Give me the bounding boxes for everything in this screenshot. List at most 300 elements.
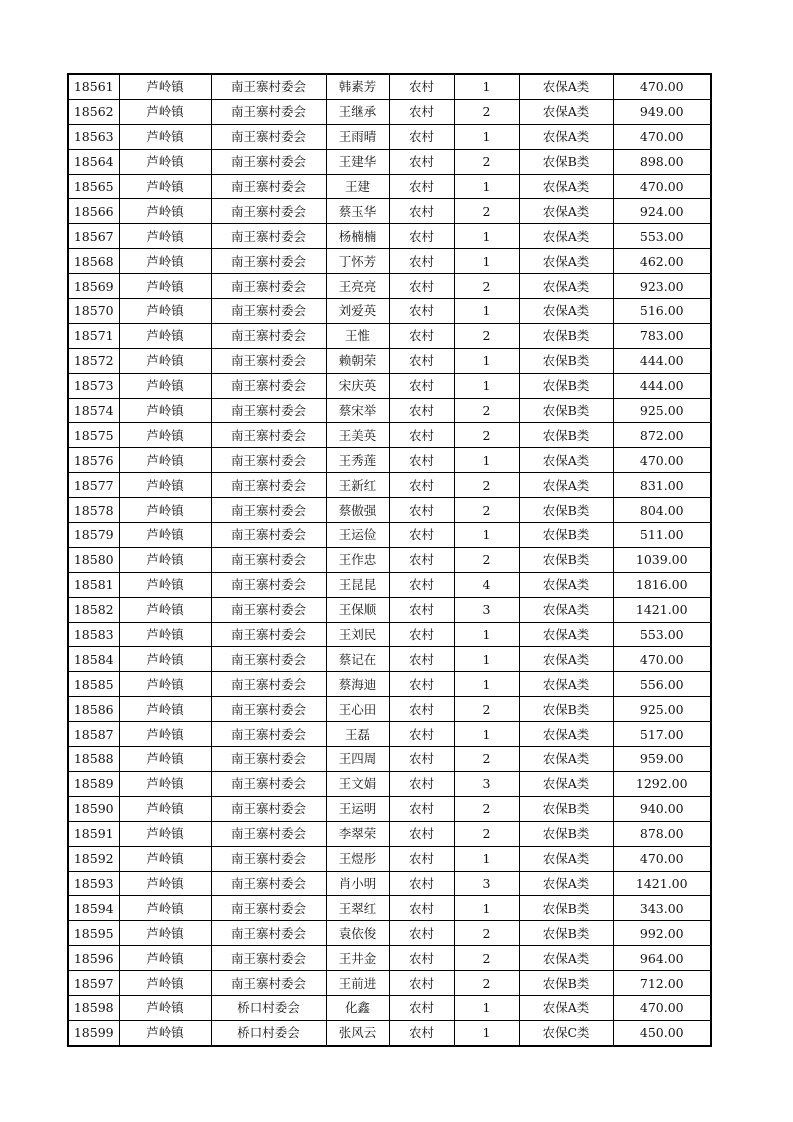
table-row — [68, 896, 711, 921]
cell-amount: 470.00 — [613, 846, 711, 871]
cell-name: 王运明 — [326, 796, 389, 821]
cell-area: 农村 — [389, 74, 454, 99]
cell-village: 南王寨村委会 — [211, 747, 326, 772]
cell-name: 化鑫 — [326, 995, 389, 1020]
cell-area: 农村 — [389, 348, 454, 373]
cell-id: 18578 — [68, 498, 119, 523]
cell-count: 2 — [454, 149, 519, 174]
table-row — [68, 199, 711, 224]
cell-town: 芦岭镇 — [119, 323, 211, 348]
table-row — [68, 821, 711, 846]
cell-id: 18599 — [68, 1020, 119, 1045]
cell-amount: 556.00 — [613, 672, 711, 697]
cell-count: 2 — [454, 473, 519, 498]
cell-count: 1 — [454, 348, 519, 373]
cell-category: 农保B类 — [519, 149, 613, 174]
cell-town: 芦岭镇 — [119, 498, 211, 523]
cell-area: 农村 — [389, 821, 454, 846]
cell-town: 芦岭镇 — [119, 373, 211, 398]
cell-category: 农保B类 — [519, 821, 613, 846]
cell-id: 18565 — [68, 174, 119, 199]
table-row — [68, 174, 711, 199]
table-row — [68, 99, 711, 124]
cell-id: 18571 — [68, 323, 119, 348]
cell-category: 农保A类 — [519, 647, 613, 672]
cell-amount: 470.00 — [613, 174, 711, 199]
table-row — [68, 697, 711, 722]
cell-count: 1 — [454, 299, 519, 324]
cell-name: 杨楠楠 — [326, 224, 389, 249]
cell-name: 王煜彤 — [326, 846, 389, 871]
cell-count: 2 — [454, 498, 519, 523]
cell-village: 南王寨村委会 — [211, 249, 326, 274]
cell-count: 1 — [454, 174, 519, 199]
cell-area: 农村 — [389, 299, 454, 324]
cell-name: 王心田 — [326, 697, 389, 722]
cell-amount: 925.00 — [613, 697, 711, 722]
cell-id: 18574 — [68, 398, 119, 423]
cell-amount: 511.00 — [613, 523, 711, 548]
cell-amount: 462.00 — [613, 249, 711, 274]
cell-area: 农村 — [389, 523, 454, 548]
cell-town: 芦岭镇 — [119, 622, 211, 647]
cell-category: 农保B类 — [519, 423, 613, 448]
cell-name: 王秀莲 — [326, 448, 389, 473]
cell-category: 农保A类 — [519, 473, 613, 498]
cell-area: 农村 — [389, 572, 454, 597]
cell-count: 2 — [454, 398, 519, 423]
cell-village: 南王寨村委会 — [211, 398, 326, 423]
cell-amount: 1292.00 — [613, 771, 711, 796]
cell-area: 农村 — [389, 1020, 454, 1045]
cell-area: 农村 — [389, 274, 454, 299]
cell-area: 农村 — [389, 448, 454, 473]
table-row — [68, 523, 711, 548]
cell-category: 农保A类 — [519, 672, 613, 697]
cell-id: 18573 — [68, 373, 119, 398]
cell-amount: 517.00 — [613, 722, 711, 747]
cell-category: 农保B类 — [519, 323, 613, 348]
cell-name: 蔡傲强 — [326, 498, 389, 523]
cell-id: 18577 — [68, 473, 119, 498]
cell-category: 农保A类 — [519, 448, 613, 473]
cell-name: 蔡宋举 — [326, 398, 389, 423]
cell-town: 芦岭镇 — [119, 99, 211, 124]
cell-count: 1 — [454, 647, 519, 672]
cell-count: 3 — [454, 771, 519, 796]
cell-id: 18589 — [68, 771, 119, 796]
cell-area: 农村 — [389, 547, 454, 572]
cell-amount: 992.00 — [613, 921, 711, 946]
cell-count: 2 — [454, 274, 519, 299]
cell-id: 18564 — [68, 149, 119, 174]
cell-area: 农村 — [389, 672, 454, 697]
cell-town: 芦岭镇 — [119, 672, 211, 697]
cell-village: 南王寨村委会 — [211, 647, 326, 672]
cell-category: 农保B类 — [519, 921, 613, 946]
cell-village: 南王寨村委会 — [211, 348, 326, 373]
cell-amount: 470.00 — [613, 448, 711, 473]
cell-category: 农保A类 — [519, 572, 613, 597]
cell-village: 南王寨村委会 — [211, 274, 326, 299]
cell-name: 王磊 — [326, 722, 389, 747]
cell-name: 王刘民 — [326, 622, 389, 647]
cell-category: 农保B类 — [519, 796, 613, 821]
cell-area: 农村 — [389, 722, 454, 747]
cell-name: 王惟 — [326, 323, 389, 348]
cell-count: 2 — [454, 697, 519, 722]
cell-area: 农村 — [389, 771, 454, 796]
table-row — [68, 846, 711, 871]
cell-category: 农保A类 — [519, 771, 613, 796]
table-row — [68, 348, 711, 373]
cell-area: 农村 — [389, 971, 454, 996]
cell-village: 南王寨村委会 — [211, 149, 326, 174]
cell-village: 南王寨村委会 — [211, 473, 326, 498]
cell-name: 王建 — [326, 174, 389, 199]
cell-area: 农村 — [389, 174, 454, 199]
table-row — [68, 124, 711, 149]
cell-town: 芦岭镇 — [119, 771, 211, 796]
cell-area: 农村 — [389, 99, 454, 124]
cell-count: 1 — [454, 124, 519, 149]
cell-count: 2 — [454, 821, 519, 846]
cell-name: 韩素芳 — [326, 74, 389, 99]
cell-village: 南王寨村委会 — [211, 124, 326, 149]
cell-area: 农村 — [389, 747, 454, 772]
cell-area: 农村 — [389, 323, 454, 348]
cell-name: 王翠红 — [326, 896, 389, 921]
cell-area: 农村 — [389, 199, 454, 224]
cell-count: 3 — [454, 871, 519, 896]
cell-village: 南王寨村委会 — [211, 672, 326, 697]
cell-name: 王雨晴 — [326, 124, 389, 149]
cell-id: 18586 — [68, 697, 119, 722]
cell-count: 1 — [454, 523, 519, 548]
cell-id: 18594 — [68, 896, 119, 921]
cell-id: 18569 — [68, 274, 119, 299]
cell-village: 南王寨村委会 — [211, 199, 326, 224]
cell-amount: 959.00 — [613, 747, 711, 772]
cell-name: 丁怀芳 — [326, 249, 389, 274]
data-table — [67, 73, 712, 1047]
cell-amount: 470.00 — [613, 124, 711, 149]
cell-village: 南王寨村委会 — [211, 498, 326, 523]
cell-category: 农保A类 — [519, 199, 613, 224]
cell-amount: 878.00 — [613, 821, 711, 846]
cell-category: 农保B类 — [519, 348, 613, 373]
cell-category: 农保A类 — [519, 747, 613, 772]
cell-area: 农村 — [389, 622, 454, 647]
cell-village: 南王寨村委会 — [211, 896, 326, 921]
table-row — [68, 323, 711, 348]
cell-village: 南王寨村委会 — [211, 821, 326, 846]
cell-amount: 470.00 — [613, 647, 711, 672]
cell-count: 1 — [454, 448, 519, 473]
cell-amount: 343.00 — [613, 896, 711, 921]
cell-name: 王亮亮 — [326, 274, 389, 299]
table-row — [68, 871, 711, 896]
cell-town: 芦岭镇 — [119, 299, 211, 324]
table-row — [68, 498, 711, 523]
cell-village: 南王寨村委会 — [211, 921, 326, 946]
cell-area: 农村 — [389, 498, 454, 523]
cell-town: 芦岭镇 — [119, 871, 211, 896]
cell-id: 18567 — [68, 224, 119, 249]
cell-category: 农保B类 — [519, 373, 613, 398]
cell-id: 18598 — [68, 995, 119, 1020]
cell-town: 芦岭镇 — [119, 547, 211, 572]
cell-name: 王继承 — [326, 99, 389, 124]
cell-amount: 553.00 — [613, 622, 711, 647]
cell-name: 王美英 — [326, 423, 389, 448]
cell-amount: 444.00 — [613, 373, 711, 398]
cell-village: 南王寨村委会 — [211, 523, 326, 548]
cell-area: 农村 — [389, 995, 454, 1020]
cell-name: 蔡玉华 — [326, 199, 389, 224]
cell-town: 芦岭镇 — [119, 995, 211, 1020]
cell-id: 18581 — [68, 572, 119, 597]
cell-category: 农保B类 — [519, 896, 613, 921]
cell-town: 芦岭镇 — [119, 747, 211, 772]
cell-category: 农保A类 — [519, 299, 613, 324]
cell-count: 2 — [454, 796, 519, 821]
table-row — [68, 299, 711, 324]
cell-town: 芦岭镇 — [119, 921, 211, 946]
cell-village: 南王寨村委会 — [211, 373, 326, 398]
table-row — [68, 74, 711, 99]
cell-name: 王井金 — [326, 946, 389, 971]
cell-name: 蔡记在 — [326, 647, 389, 672]
cell-category: 农保A类 — [519, 722, 613, 747]
cell-count: 2 — [454, 747, 519, 772]
cell-village: 南王寨村委会 — [211, 871, 326, 896]
table-row — [68, 398, 711, 423]
cell-amount: 516.00 — [613, 299, 711, 324]
table-row — [68, 423, 711, 448]
table-row — [68, 722, 711, 747]
table-row — [68, 572, 711, 597]
cell-category: 农保A类 — [519, 224, 613, 249]
cell-village: 南王寨村委会 — [211, 74, 326, 99]
cell-name: 王保顺 — [326, 597, 389, 622]
cell-amount: 898.00 — [613, 149, 711, 174]
cell-town: 芦岭镇 — [119, 697, 211, 722]
table-row — [68, 946, 711, 971]
table-row — [68, 971, 711, 996]
cell-amount: 783.00 — [613, 323, 711, 348]
cell-town: 芦岭镇 — [119, 846, 211, 871]
cell-id: 18590 — [68, 796, 119, 821]
cell-name: 蔡海迪 — [326, 672, 389, 697]
table-row — [68, 448, 711, 473]
cell-id: 18593 — [68, 871, 119, 896]
table-row — [68, 249, 711, 274]
cell-village: 桥口村委会 — [211, 995, 326, 1020]
cell-village: 南王寨村委会 — [211, 299, 326, 324]
cell-count: 1 — [454, 373, 519, 398]
cell-village: 南王寨村委会 — [211, 99, 326, 124]
cell-village: 南王寨村委会 — [211, 722, 326, 747]
cell-category: 农保A类 — [519, 946, 613, 971]
cell-village: 南王寨村委会 — [211, 224, 326, 249]
cell-id: 18595 — [68, 921, 119, 946]
cell-town: 芦岭镇 — [119, 523, 211, 548]
cell-category: 农保B类 — [519, 498, 613, 523]
cell-town: 芦岭镇 — [119, 423, 211, 448]
cell-village: 南王寨村委会 — [211, 846, 326, 871]
cell-name: 袁依俊 — [326, 921, 389, 946]
cell-count: 2 — [454, 323, 519, 348]
cell-area: 农村 — [389, 224, 454, 249]
table-row — [68, 672, 711, 697]
cell-name: 王四周 — [326, 747, 389, 772]
cell-amount: 1816.00 — [613, 572, 711, 597]
cell-village: 南王寨村委会 — [211, 423, 326, 448]
cell-town: 芦岭镇 — [119, 174, 211, 199]
cell-count: 1 — [454, 672, 519, 697]
cell-area: 农村 — [389, 249, 454, 274]
cell-amount: 940.00 — [613, 796, 711, 821]
cell-village: 南王寨村委会 — [211, 547, 326, 572]
cell-category: 农保A类 — [519, 249, 613, 274]
cell-count: 3 — [454, 597, 519, 622]
cell-count: 2 — [454, 946, 519, 971]
cell-amount: 1421.00 — [613, 597, 711, 622]
cell-town: 芦岭镇 — [119, 796, 211, 821]
cell-amount: 872.00 — [613, 423, 711, 448]
cell-town: 芦岭镇 — [119, 647, 211, 672]
cell-name: 肖小明 — [326, 871, 389, 896]
cell-name: 宋庆英 — [326, 373, 389, 398]
cell-category: 农保A类 — [519, 74, 613, 99]
table-row — [68, 473, 711, 498]
cell-category: 农保B类 — [519, 697, 613, 722]
cell-area: 农村 — [389, 398, 454, 423]
cell-area: 农村 — [389, 846, 454, 871]
table-body — [68, 74, 711, 1046]
cell-count: 2 — [454, 547, 519, 572]
table-row — [68, 771, 711, 796]
cell-count: 1 — [454, 1020, 519, 1045]
cell-town: 芦岭镇 — [119, 971, 211, 996]
cell-village: 南王寨村委会 — [211, 697, 326, 722]
cell-town: 芦岭镇 — [119, 274, 211, 299]
cell-id: 18596 — [68, 946, 119, 971]
cell-category: 农保C类 — [519, 1020, 613, 1045]
cell-count: 1 — [454, 896, 519, 921]
table-row — [68, 373, 711, 398]
table-row — [68, 224, 711, 249]
cell-id: 18561 — [68, 74, 119, 99]
cell-category: 农保B类 — [519, 971, 613, 996]
table-row — [68, 622, 711, 647]
cell-amount: 444.00 — [613, 348, 711, 373]
cell-town: 芦岭镇 — [119, 1020, 211, 1045]
cell-id: 18580 — [68, 547, 119, 572]
cell-village: 南王寨村委会 — [211, 323, 326, 348]
cell-category: 农保A类 — [519, 871, 613, 896]
cell-category: 农保A类 — [519, 99, 613, 124]
table-row — [68, 921, 711, 946]
cell-id: 18587 — [68, 722, 119, 747]
cell-amount: 925.00 — [613, 398, 711, 423]
cell-amount: 923.00 — [613, 274, 711, 299]
cell-village: 南王寨村委会 — [211, 796, 326, 821]
cell-category: 农保A类 — [519, 597, 613, 622]
cell-name: 王文娟 — [326, 771, 389, 796]
cell-count: 1 — [454, 249, 519, 274]
cell-area: 农村 — [389, 647, 454, 672]
table-row — [68, 274, 711, 299]
cell-town: 芦岭镇 — [119, 821, 211, 846]
cell-id: 18579 — [68, 523, 119, 548]
cell-amount: 1039.00 — [613, 547, 711, 572]
cell-id: 18566 — [68, 199, 119, 224]
cell-village: 南王寨村委会 — [211, 946, 326, 971]
cell-name: 赖朝荣 — [326, 348, 389, 373]
cell-count: 1 — [454, 995, 519, 1020]
cell-category: 农保A类 — [519, 274, 613, 299]
table-row — [68, 995, 711, 1020]
cell-area: 农村 — [389, 946, 454, 971]
cell-id: 18588 — [68, 747, 119, 772]
cell-village: 南王寨村委会 — [211, 971, 326, 996]
cell-count: 1 — [454, 722, 519, 747]
cell-town: 芦岭镇 — [119, 896, 211, 921]
cell-category: 农保A类 — [519, 124, 613, 149]
cell-count: 2 — [454, 99, 519, 124]
cell-name: 刘爱英 — [326, 299, 389, 324]
cell-count: 1 — [454, 622, 519, 647]
cell-area: 农村 — [389, 149, 454, 174]
cell-id: 18563 — [68, 124, 119, 149]
table-row — [68, 747, 711, 772]
cell-town: 芦岭镇 — [119, 722, 211, 747]
table-row — [68, 647, 711, 672]
cell-id: 18576 — [68, 448, 119, 473]
cell-town: 芦岭镇 — [119, 199, 211, 224]
table-row — [68, 1020, 711, 1045]
table-row — [68, 149, 711, 174]
cell-amount: 964.00 — [613, 946, 711, 971]
cell-town: 芦岭镇 — [119, 124, 211, 149]
cell-area: 农村 — [389, 871, 454, 896]
table-row — [68, 796, 711, 821]
cell-id: 18568 — [68, 249, 119, 274]
cell-name: 王新红 — [326, 473, 389, 498]
cell-area: 农村 — [389, 796, 454, 821]
cell-town: 芦岭镇 — [119, 249, 211, 274]
cell-id: 18575 — [68, 423, 119, 448]
cell-village: 南王寨村委会 — [211, 597, 326, 622]
cell-count: 1 — [454, 846, 519, 871]
cell-amount: 949.00 — [613, 99, 711, 124]
cell-id: 18572 — [68, 348, 119, 373]
cell-category: 农保A类 — [519, 174, 613, 199]
cell-town: 芦岭镇 — [119, 946, 211, 971]
cell-town: 芦岭镇 — [119, 74, 211, 99]
cell-category: 农保A类 — [519, 846, 613, 871]
cell-count: 2 — [454, 423, 519, 448]
cell-area: 农村 — [389, 597, 454, 622]
cell-town: 芦岭镇 — [119, 348, 211, 373]
cell-category: 农保B类 — [519, 523, 613, 548]
cell-town: 芦岭镇 — [119, 448, 211, 473]
cell-amount: 450.00 — [613, 1020, 711, 1045]
cell-town: 芦岭镇 — [119, 473, 211, 498]
cell-amount: 470.00 — [613, 74, 711, 99]
